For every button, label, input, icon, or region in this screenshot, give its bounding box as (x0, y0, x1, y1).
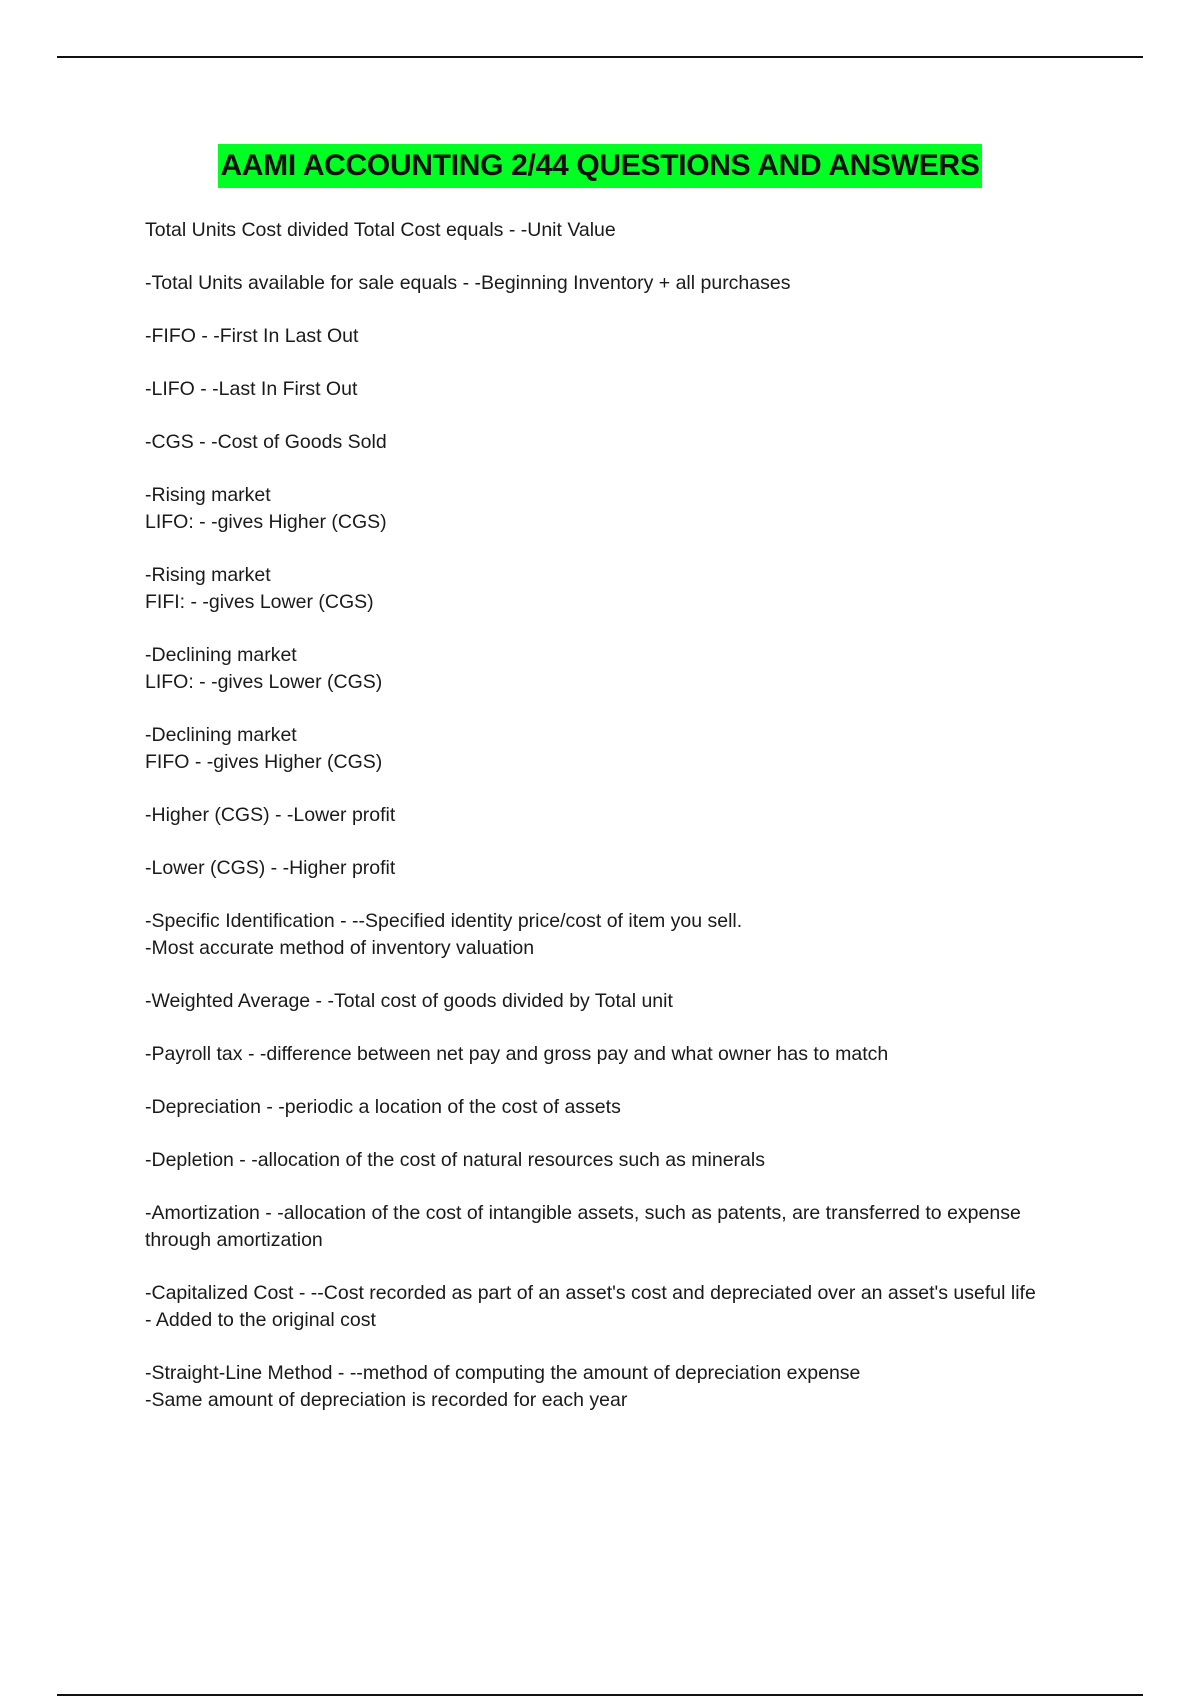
qa-entry (145, 217, 1075, 244)
qa-entry (145, 1094, 1075, 1121)
qa-line: FIFI: - -gives Lower (CGS) (145, 591, 374, 613)
qa-line: LIFO: - -gives Lower (CGS) (145, 671, 383, 693)
qa-entry (145, 376, 1075, 403)
qa-line: -Total Units available for sale equals - -Beginning Inventory + all purchases (145, 272, 791, 294)
qa-line: -Depreciation - -periodic a location of the cost of assets (145, 1096, 621, 1118)
qa-line: -Depletion - -allocation of the cost of natural resources such as minerals (145, 1149, 765, 1171)
bottom-rule (57, 1694, 1143, 1696)
qa-entry (145, 1200, 1075, 1254)
qa-line: -Weighted Average - -Total cost of goods divided by Total unit (145, 990, 673, 1012)
qa-line: -Declining market (145, 644, 297, 666)
qa-entry (145, 1147, 1075, 1174)
document-title: AAMI ACCOUNTING 2/44 QUESTIONS AND ANSWERS (218, 144, 981, 188)
qa-line: -Rising market (145, 484, 271, 506)
qa-line: -LIFO - -Last In First Out (145, 378, 358, 400)
qa-line: Total Units Cost divided Total Cost equals - -Unit Value (145, 219, 616, 241)
qa-line: LIFO: - -gives Higher (CGS) (145, 511, 387, 533)
qa-entry (145, 1041, 1075, 1068)
qa-list (145, 217, 1075, 1440)
top-rule (57, 56, 1143, 58)
qa-entry (145, 908, 1075, 962)
qa-line: -Most accurate method of inventory valuation (145, 937, 535, 959)
qa-line: - Added to the original cost (145, 1309, 376, 1331)
qa-line: -Specific Identification - --Specified identity price/cost of item you sell. (145, 910, 743, 932)
qa-line: -Payroll tax - -difference between net pay and gross pay and what owner has to match (145, 1043, 889, 1065)
qa-entry (145, 855, 1075, 882)
qa-entry (145, 429, 1075, 456)
qa-line: -Capitalized Cost - --Cost recorded as part of an asset's cost and depreciated over an asset's useful life (145, 1282, 1036, 1304)
qa-line: -Rising market (145, 564, 271, 586)
qa-entry (145, 1360, 1075, 1414)
qa-line: -CGS - -Cost of Goods Sold (145, 431, 387, 453)
qa-entry (145, 988, 1075, 1015)
qa-line: -Lower (CGS) - -Higher profit (145, 857, 396, 879)
qa-entry (145, 1280, 1075, 1334)
qa-entry (145, 323, 1075, 350)
qa-line: -Amortization - -allocation of the cost of intangible assets, such as patents, are transferred to expense through amortization (145, 1202, 1021, 1251)
qa-line: -Straight-Line Method - --method of computing the amount of depreciation expense (145, 1362, 861, 1384)
qa-line: -Higher (CGS) - -Lower profit (145, 804, 396, 826)
qa-entry (145, 482, 1075, 536)
qa-entry (145, 562, 1075, 616)
qa-line: -Same amount of depreciation is recorded for each year (145, 1389, 628, 1411)
qa-line: FIFO - -gives Higher (CGS) (145, 751, 383, 773)
qa-entry (145, 642, 1075, 696)
qa-entry (145, 802, 1075, 829)
qa-entry (145, 722, 1075, 776)
qa-line: -Declining market (145, 724, 297, 746)
qa-line: -FIFO - -First In Last Out (145, 325, 359, 347)
title-container (0, 144, 1200, 188)
qa-entry (145, 270, 1075, 297)
